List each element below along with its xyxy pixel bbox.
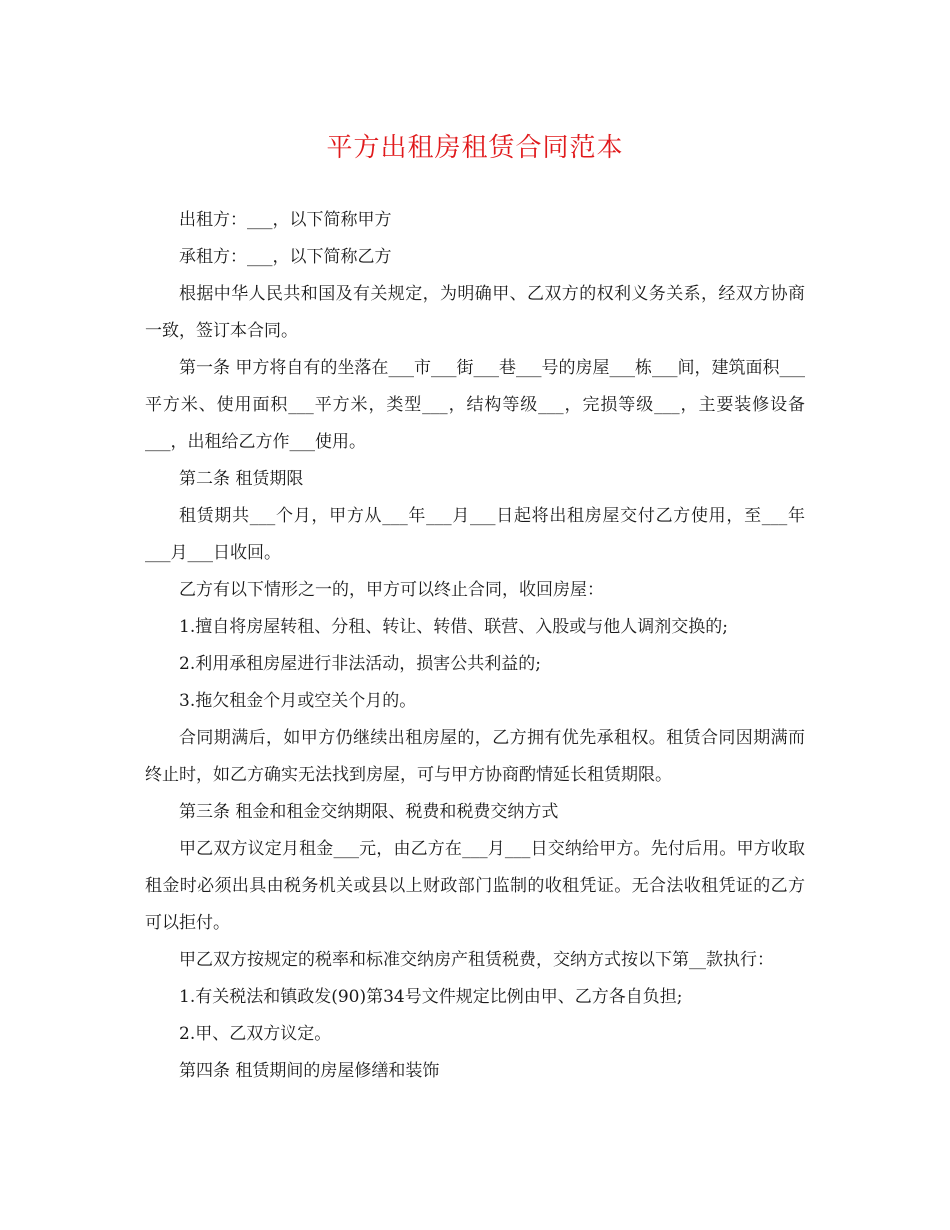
- paragraph: 合同期满后，如甲方仍继续出租房屋的，乙方拥有优先承租权。租赁合同因期满而终止时，如乙方确实无法找到房屋，可与甲方协商酌情延长租赁期限。: [145, 728, 805, 785]
- paragraph: 2.利用承租房屋进行非法活动，损害公共利益的;: [179, 654, 541, 674]
- document-body: [145, 202, 805, 1090]
- paragraph: 出租方：___，以下简称甲方: [179, 210, 392, 230]
- paragraph: 甲乙双方议定月租金___元，由乙方在___月___日交纳给甲方。先付后用。甲方收取租金时必须出具由税务机关或县以上财政部门监制的收租凭证。无合法收租凭证的乙方可以拒付。: [145, 839, 805, 933]
- paragraph: 1.擅自将房屋转租、分租、转让、转借、联营、入股或与他人调剂交换的;: [179, 617, 728, 637]
- paragraph: 根据中华人民共和国及有关规定，为明确甲、乙双方的权利义务关系，经双方协商一致，签订本合同。: [145, 284, 805, 341]
- paragraph: 1.有关税法和镇政发(90)第34号文件规定比例由甲、乙方各自负担;: [179, 987, 683, 1007]
- paragraph: 租赁期共___个月，甲方从___年___月___日起将出租房屋交付乙方使用，至___年___月___日收回。: [145, 506, 805, 563]
- paragraph: 2.甲、乙双方议定。: [179, 1024, 332, 1044]
- paragraph: 3.拖欠租金个月或空关个月的。: [179, 691, 417, 711]
- paragraph: 第四条 租赁期间的房屋修缮和装饰: [179, 1061, 440, 1081]
- paragraph: 甲乙双方按规定的税率和标准交纳房产租赁税费，交纳方式按以下第__款执行：: [179, 950, 774, 970]
- paragraph: 第三条 租金和租金交纳期限、税费和税费交纳方式: [179, 802, 559, 822]
- paragraph: 第一条 甲方将自有的坐落在___市___街___巷___号的房屋___栋___间，建筑面积___平方米、使用面积___平方米，类型___，结构等级___，完损等级___，主要装修设备___，出租给乙方作___使用。: [145, 358, 805, 452]
- paragraph: 乙方有以下情形之一的，甲方可以终止合同，收回房屋：: [179, 580, 604, 600]
- paragraph: 第二条 租赁期限: [179, 469, 304, 489]
- document-title: 平方出租房租赁合同范本: [326, 133, 624, 163]
- paragraph: 承租方：___，以下简称乙方: [179, 247, 392, 267]
